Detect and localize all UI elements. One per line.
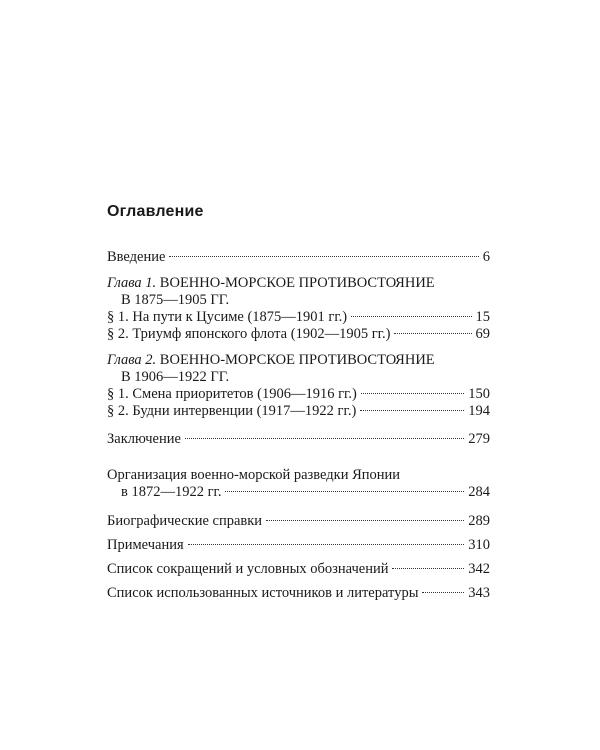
toc-entry-abbreviations [107,561,490,578]
chapter-title-line-2: В 1875—1905 ГГ. [121,292,230,308]
dot-leader [394,333,471,334]
toc-entry-notes [107,537,490,554]
toc-entry-label: Организация военно-морской разведки Японии [107,467,401,483]
toc-page-number: 279 [468,431,490,447]
toc-entry-intro [107,249,490,266]
chapter-title: ВОЕННО-МОРСКОЕ ПРОТИВОСТОЯНИЕ [156,275,435,291]
toc-entry-label: Введение [107,249,166,265]
toc-title: Оглавление [107,203,204,220]
toc-page-number: 69 [475,326,490,342]
toc-page-number: 342 [468,561,490,577]
toc-page-number: 284 [468,484,490,500]
dot-leader [422,592,464,593]
dot-leader [188,544,465,545]
dot-leader [351,316,471,317]
chapter-label: Глава 1. [107,275,157,291]
dot-leader [392,568,464,569]
toc-entry-conclusion [107,431,490,448]
dot-leader [225,491,464,492]
toc-section-label: § 2. Будни интервенции (1917—1922 гг.) [107,403,357,419]
dot-leader [266,520,464,521]
chapter-title-line-1 [107,275,435,292]
toc-section-label: § 2. Триумф японского флота (1902—1905 гг.) [107,326,391,342]
dot-leader [169,256,478,257]
toc-page-number: 310 [468,537,490,553]
toc-page-number: 343 [468,585,490,601]
dot-leader [360,410,464,411]
toc-entry-label: Заключение [107,431,181,447]
toc-page-number: 194 [468,403,490,419]
toc-page-number: 15 [475,309,490,325]
toc-entry-biographies [107,513,490,530]
chapter-title-line-2: В 1906—1922 ГГ. [121,369,230,385]
toc-page-number: 289 [468,513,490,529]
chapter-title: ВОЕННО-МОРСКОЕ ПРОТИВОСТОЯНИЕ [156,352,435,368]
chapter-label: Глава 2. [107,352,157,368]
toc-section-label: § 1. На пути к Цусиме (1875—1901 гг.) [107,309,348,325]
chapter-title-line-1 [107,352,435,369]
toc-entry-label: Биографические справки [107,513,263,529]
dot-leader [185,438,464,439]
toc-entry-chapter-1 [107,275,490,343]
toc-entry-chapter-2 [107,352,490,420]
toc-entry-label: Примечания [107,537,184,553]
toc-entry-label: Список использованных источников и литературы [107,585,419,601]
toc-entry-organization [107,467,490,501]
dot-leader [361,393,464,394]
toc-entry-sources [107,585,490,602]
toc-section-label: § 1. Смена приоритетов (1906—1916 гг.) [107,386,357,402]
toc-page-number: 150 [468,386,490,402]
toc-entry-label: Список сокращений и условных обозначений [107,561,389,577]
toc-page-number: 6 [482,249,490,265]
toc-entry-label-continued: в 1872—1922 гг. [121,484,222,500]
